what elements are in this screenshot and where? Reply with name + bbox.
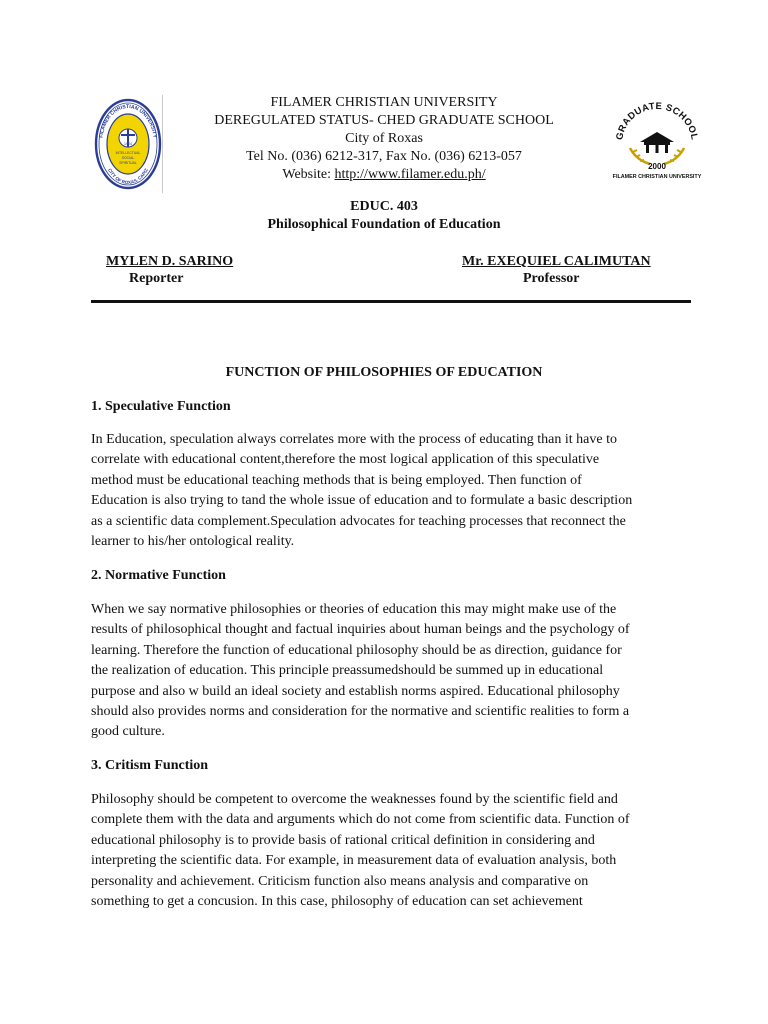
- svg-text:CITY OF ROXAS, CAPIZ: CITY OF ROXAS, CAPIZ: [107, 167, 149, 186]
- graduate-school-logo: [608, 92, 706, 184]
- svg-text:SOCIAL: SOCIAL: [121, 156, 135, 160]
- section-heading-speculative: 1. Speculative Function: [91, 399, 231, 414]
- logo-divider-line: [162, 95, 163, 193]
- svg-text:1904: 1904: [124, 142, 132, 146]
- paragraph-line: something to get a concusion. In this case, philosophy of education can set achievement: [91, 894, 583, 910]
- svg-text:FILAMER CHRISTIAN UNIVERSITY: FILAMER CHRISTIAN UNIVERSITY: [98, 103, 158, 139]
- university-city: City of Roxas: [345, 131, 423, 146]
- section-paragraph-speculative: [91, 430, 681, 552]
- course-code: EDUC. 403: [350, 199, 418, 214]
- paragraph-line: educational philosophy is to provide basis of rational critical definition in considering and: [91, 832, 595, 848]
- paragraph-line: personality and achievement. Criticism function also means analysis and comparative on: [91, 873, 589, 889]
- website-label: Website:: [282, 167, 335, 182]
- svg-text:SPIRITUAL: SPIRITUAL: [119, 161, 137, 165]
- reporter-role: Reporter: [129, 271, 184, 286]
- professor-name: Mr. EXEQUIEL CALIMUTAN: [462, 254, 651, 269]
- document-title: FUNCTION OF PHILOSOPHIES OF EDUCATION: [225, 365, 543, 380]
- website-link[interactable]: http://www.filamer.edu.ph/: [334, 167, 486, 182]
- svg-text:INTELLECTUAL: INTELLECTUAL: [115, 151, 141, 155]
- paragraph-line: results of philosophical thought and factual inquiries about human beings and the psychology of: [91, 622, 630, 638]
- university-seal-logo: [94, 98, 162, 190]
- paragraph-line: Education is also trying to tand the whole issue of education and to formulate a basic description: [91, 493, 633, 509]
- svg-text:2000: 2000: [648, 162, 666, 171]
- website-line: [170, 166, 598, 184]
- course-title: Philosophical Foundation of Education: [267, 217, 501, 232]
- paragraph-line: When we say normative philosophies or theories of education this may might make use of the: [91, 602, 617, 617]
- professor-role: Professor: [523, 271, 580, 286]
- paragraph-line: should also provides norms and consideration for the normative and scientific realities to form a: [91, 704, 630, 720]
- university-status: DEREGULATED STATUS- CHED GRADUATE SCHOOL: [214, 113, 554, 128]
- paragraph-line: good culture.: [91, 724, 165, 740]
- paragraph-line: learner to his/her ontological reality.: [91, 534, 295, 550]
- paragraph-line: interpreting the scientific data. For example, in measurement data of evaluation analysis, both: [91, 853, 617, 869]
- section-heading-critism: 3. Critism Function: [91, 758, 209, 773]
- contact-numbers: Tel No. (036) 6212-317, Fax No. (036) 6213-057: [246, 149, 522, 164]
- svg-text:FILAMER CHRISTIAN UNIVERSITY: FILAMER CHRISTIAN UNIVERSITY: [612, 174, 702, 180]
- section-paragraph-critism: [91, 790, 681, 912]
- paragraph-line: as a scientific data complement.Speculation advocates for teaching processes that reconnect the: [91, 513, 626, 529]
- svg-text:GRADUATE SCHOOL: GRADUATE SCHOOL: [614, 100, 700, 141]
- university-name: FILAMER CHRISTIAN UNIVERSITY: [270, 95, 498, 110]
- paragraph-line: Philosophy should be competent to overcome the weaknesses found by the scientific field and: [91, 792, 618, 807]
- paragraph-line: learning. Therefore the function of educational philosophy should be as direction, guidance for: [91, 642, 622, 658]
- reporter-name: MYLEN D. SARINO: [106, 254, 234, 269]
- paragraph-line: In Education, speculation always correlates more with the process of educating than it have to: [91, 432, 617, 447]
- header-divider: [91, 300, 691, 303]
- section-paragraph-normative: [91, 600, 681, 743]
- section-heading-normative: 2. Normative Function: [91, 568, 226, 583]
- paragraph-line: correlate with educational content,therefore the most logical application of this speculative: [91, 452, 600, 468]
- paragraph-line: method must be educational teaching methods that is being employed. Then function of: [91, 472, 582, 488]
- paragraph-line: complete them with the data and arguments which do not come from scientific data. Function of: [91, 812, 630, 828]
- paragraph-line: the realization of education. This principle preassumedshould be summed up in educational: [91, 663, 604, 679]
- paragraph-line: purpose and also w build an ideal society and establish norms aspired. Educational philosophy: [91, 683, 620, 699]
